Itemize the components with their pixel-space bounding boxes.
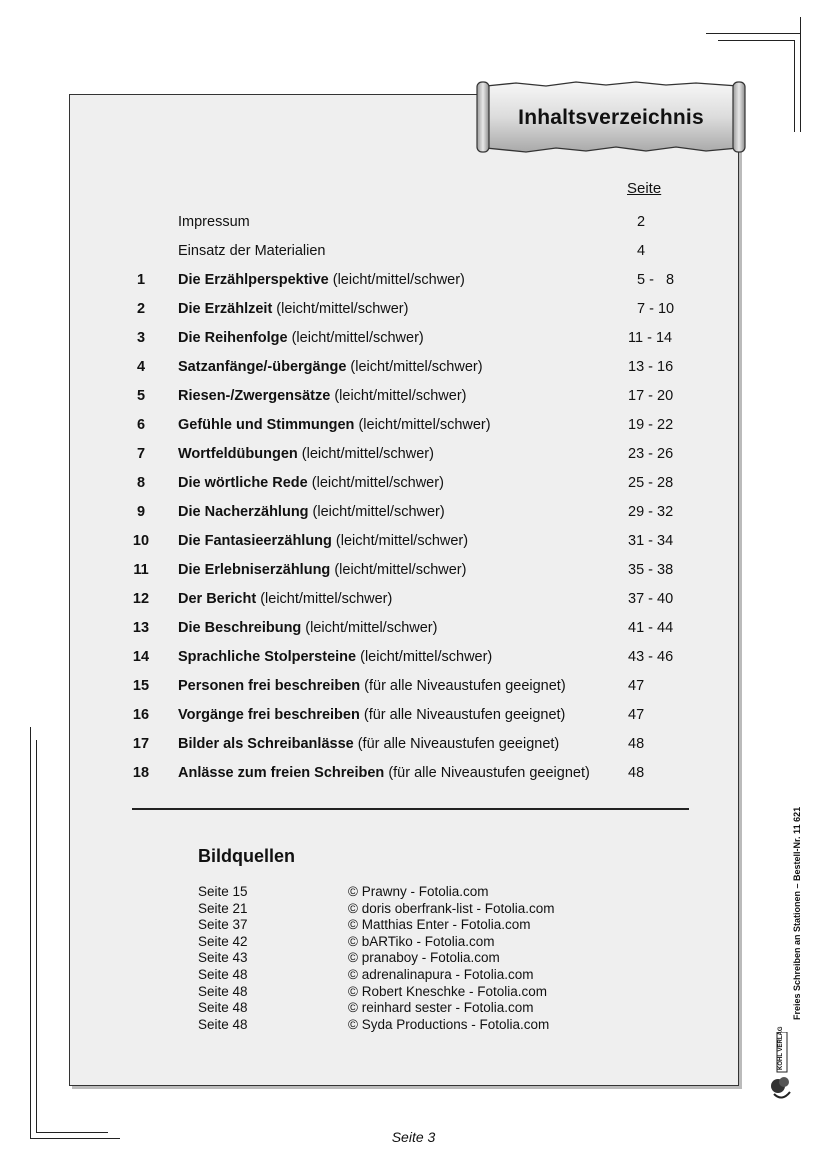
- toc-number: 8: [136, 475, 146, 491]
- corner-line-bottom-v: [30, 727, 31, 1139]
- toc-title-detail: (leicht/mittel/schwer): [301, 620, 438, 636]
- toc-pages: 2: [637, 214, 646, 230]
- toc-title-bold: Die wörtliche Rede: [178, 475, 308, 491]
- toc-row: [0, 502, 827, 522]
- toc-title-detail: (leicht/mittel/schwer): [287, 330, 424, 346]
- toc-title-bold: Riesen-/Zwergensätze: [178, 388, 331, 404]
- toc-title-detail: (für alle Niveaustufen geeignet): [353, 736, 560, 752]
- toc-number: 15: [132, 678, 150, 694]
- toc-title: [178, 386, 466, 406]
- toc-title: [178, 270, 465, 290]
- source-page: Seite 15: [198, 884, 248, 899]
- corner-line-bottom-v2: [36, 740, 37, 1132]
- source-credit: © doris oberfrank-list - Fotolia.com: [348, 900, 555, 916]
- source-credit: © Robert Kneschke - Fotolia.com: [348, 983, 548, 999]
- toc-title-detail: (leicht/mittel/schwer): [330, 388, 467, 404]
- toc-pages: 11 - 14: [628, 330, 673, 346]
- source-page: Seite 48: [198, 1016, 248, 1032]
- toc-title-detail: (für alle Niveaustufen geeignet): [384, 765, 590, 781]
- toc-title-bold: Satzanfänge/-übergänge: [178, 359, 347, 375]
- toc-title-detail: (leicht/mittel/schwer): [354, 417, 491, 433]
- toc-title-bold: Sprachliche Stolpersteine: [178, 649, 357, 665]
- toc-title-bold: Wortfeldübungen: [178, 446, 298, 462]
- toc-title: [178, 734, 559, 754]
- toc-row: [0, 473, 827, 493]
- toc-pages: 43 - 46: [628, 649, 674, 665]
- toc-title-bold: Die Erzählperspektive: [178, 272, 329, 288]
- toc-number: 6: [136, 417, 146, 433]
- toc-pages: 17 - 20: [628, 388, 674, 404]
- toc-row: [0, 444, 827, 464]
- source-credit: © Prawny - Fotolia.com: [348, 884, 489, 899]
- toc-title: [178, 560, 466, 580]
- source-page: Seite 48: [198, 967, 248, 982]
- source-page: Seite 48: [198, 1000, 248, 1016]
- toc-number: 7: [136, 446, 146, 462]
- toc-pages: 13 - 16: [628, 359, 674, 375]
- toc-title: [178, 241, 326, 261]
- toc-row: [0, 357, 827, 377]
- toc-pages: 47: [628, 707, 645, 723]
- toc-title-detail: (leicht/mittel/schwer): [308, 504, 445, 520]
- bildquellen-heading: Bildquellen: [198, 846, 296, 866]
- toc-number: 12: [132, 591, 150, 607]
- toc-pages: 29 - 32: [628, 504, 674, 520]
- toc-title-bold: Vorgänge frei beschreiben: [178, 707, 360, 723]
- toc-title: [178, 212, 250, 232]
- toc-row: [0, 618, 827, 638]
- toc-row: [0, 415, 827, 435]
- toc-pages: 7 - 10: [637, 301, 675, 317]
- toc-title: [178, 647, 492, 667]
- toc-row: [0, 299, 827, 319]
- toc-row: [0, 270, 827, 290]
- toc-title-detail: (leicht/mittel/schwer): [346, 359, 483, 375]
- toc-row: [0, 589, 827, 609]
- toc-number: 2: [136, 301, 146, 317]
- order-number-sidebar: Freies Schreiben an Stationen – Bestell-Nr. 11 621: [792, 806, 802, 1020]
- toc-title-bold: Die Nacherzählung: [178, 504, 309, 520]
- toc-title-detail: (leicht/mittel/schwer): [331, 533, 469, 549]
- toc-title-detail: (leicht/mittel/schwer): [256, 591, 393, 607]
- toc-title: [178, 589, 392, 609]
- toc-title-detail: Impressum: [178, 214, 250, 230]
- source-page: Seite 42: [198, 933, 248, 949]
- toc-title: [178, 676, 566, 696]
- toc-title-bold: Bilder als Schreibanlässe: [178, 736, 354, 752]
- toc-number: 16: [132, 707, 150, 723]
- toc-pages: 48: [628, 736, 645, 752]
- toc-title-detail: (für alle Niveaustufen geeignet): [359, 707, 566, 723]
- toc-row: [0, 212, 827, 232]
- toc-row: [0, 734, 827, 754]
- toc-title: [178, 328, 424, 348]
- seite-column-header: Seite: [627, 180, 662, 197]
- toc-row: [0, 328, 827, 348]
- toc-title-detail: (leicht/mittel/schwer): [297, 446, 434, 462]
- source-page: Seite 48: [198, 983, 248, 999]
- source-credit: © reinhard sester - Fotolia.com: [348, 1000, 534, 1016]
- toc-pages: 25 - 28: [628, 475, 674, 491]
- toc-number: 3: [136, 330, 146, 346]
- toc-pages: 37 - 40: [628, 591, 674, 607]
- toc-title-bold: Personen frei beschreiben: [178, 678, 361, 694]
- toc-title-bold: Gefühle und Stimmungen: [178, 417, 355, 433]
- source-credit: © bARTiko - Fotolia.com: [348, 933, 495, 949]
- toc-pages: 19 - 22: [628, 417, 674, 433]
- toc-row: [0, 560, 827, 580]
- toc-number: 11: [133, 562, 149, 578]
- toc-title: [178, 357, 483, 377]
- toc-pages: 31 - 34: [628, 533, 674, 549]
- section-divider: [132, 808, 689, 810]
- toc-title-bold: Die Erlebniserzählung: [178, 562, 331, 578]
- corner-line-top-h2: [718, 40, 794, 41]
- toc-row: [0, 763, 827, 783]
- toc-pages: 47: [628, 678, 645, 694]
- toc-number: 13: [132, 620, 150, 636]
- toc-title-detail: Einsatz der Materialien: [178, 243, 326, 259]
- toc-title: [178, 531, 468, 551]
- toc-title-bold: Die Reihenfolge: [178, 330, 288, 346]
- source-page: Seite 37: [198, 917, 248, 933]
- toc-number: 17: [132, 736, 150, 752]
- toc-pages: 4: [637, 243, 646, 259]
- toc-title-bold: Die Beschreibung: [178, 620, 302, 636]
- toc-title: [178, 299, 408, 319]
- corner-line-top-v: [800, 17, 801, 132]
- toc-row: [0, 676, 827, 696]
- title-scroll-banner: [476, 80, 746, 154]
- toc-title: [178, 415, 491, 435]
- toc-title-detail: (leicht/mittel/schwer): [307, 475, 444, 491]
- toc-title-detail: (leicht/mittel/schwer): [272, 301, 409, 317]
- source-credit: © adrenalinapura - Fotolia.com: [348, 967, 534, 982]
- toc-title-detail: (leicht/mittel/schwer): [328, 272, 465, 288]
- toc-pages: 23 - 26: [628, 446, 674, 462]
- toc-title: [178, 763, 590, 783]
- toc-row: [0, 241, 827, 261]
- source-credit: © Syda Productions - Fotolia.com: [348, 1016, 550, 1032]
- toc-title-detail: (für alle Niveaustufen geeignet): [360, 678, 566, 694]
- toc-title: [178, 705, 565, 725]
- toc-pages: 35 - 38: [628, 562, 674, 578]
- page-footer: Seite 3: [391, 1129, 436, 1145]
- toc-title-detail: (leicht/mittel/schwer): [356, 649, 493, 665]
- source-credit: © pranaboy - Fotolia.com: [348, 950, 500, 966]
- toc-title: [178, 473, 444, 493]
- source-page: Seite 43: [198, 950, 248, 966]
- toc-number: 4: [136, 359, 146, 375]
- toc-number: 5: [136, 388, 146, 404]
- toc-title-bold: Die Erzählzeit: [178, 301, 273, 317]
- toc-number: 10: [132, 533, 150, 549]
- toc-title-detail: (leicht/mittel/schwer): [330, 562, 467, 578]
- toc-row: [0, 531, 827, 551]
- toc-number: 18: [132, 765, 150, 781]
- toc-row: [0, 705, 827, 725]
- page-title: Inhaltsverzeichnis: [518, 106, 704, 129]
- toc-row: [0, 386, 827, 406]
- toc-pages: 41 - 44: [628, 620, 674, 636]
- toc-pages: 48: [628, 765, 645, 781]
- toc-title-bold: Der Bericht: [178, 591, 257, 607]
- toc-title: [178, 618, 437, 638]
- toc-title: [178, 502, 445, 522]
- toc-title-bold: Die Fantasieerzählung: [178, 533, 332, 549]
- toc-row: [0, 647, 827, 667]
- toc-number: 9: [136, 504, 146, 520]
- toc-title: [178, 444, 434, 464]
- toc-title-bold: Anlässe zum freien Schreiben: [178, 765, 385, 781]
- corner-line-top-h: [706, 33, 800, 34]
- source-page: Seite 21: [198, 900, 248, 916]
- toc-number: 14: [132, 649, 150, 665]
- toc-number: 1: [136, 272, 146, 288]
- publisher-logo-text: KOHL VERLAG: [778, 1026, 784, 1070]
- source-credit: © Matthias Enter - Fotolia.com: [348, 917, 531, 933]
- toc-pages: 5 - 8: [637, 272, 675, 288]
- corner-line-top-v2: [794, 40, 795, 132]
